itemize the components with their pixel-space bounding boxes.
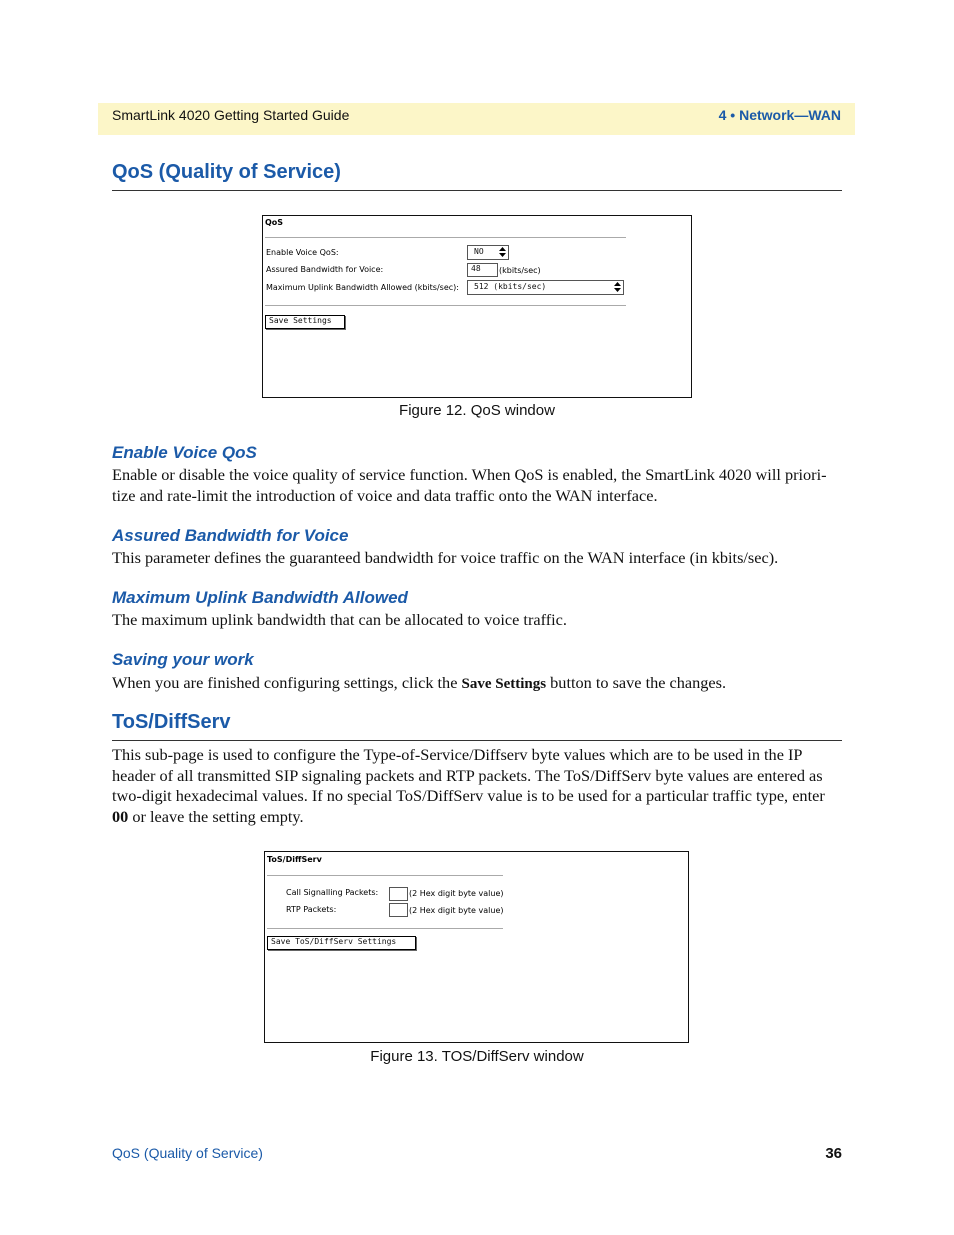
qos-window-title: QoS [265,218,284,227]
page-number: 36 [825,1145,842,1162]
save-tos-button-label: Save ToS/DiffServ Settings [271,937,397,946]
qos-window-divider [265,237,626,238]
tos-window-divider-bottom [267,928,503,929]
saving-text-end: button to save the changes. [546,673,727,692]
running-header-chapter: 4 • Network—WAN [718,107,841,123]
assured-bandwidth-unit: (kbits/sec) [499,266,541,275]
assured-bandwidth-value: 48 [471,264,481,273]
assured-bandwidth-text: This parameter defines the guaranteed bandwidth for voice traffic on the WAN interface (in kbits/sec). [112,548,779,567]
section-rule [112,190,842,191]
saving-text-start: When you are finished configuring settings, click the [112,673,462,692]
rtp-packets-input[interactable] [389,903,408,917]
figure-12-caption: Figure 12. QoS window [399,402,555,419]
subsection-title-assured-bandwidth: Assured Bandwidth for Voice [112,526,349,545]
subsection-title-enable-voice-qos: Enable Voice QoS [112,443,257,462]
tos-zero-value: 00 [112,806,129,826]
tos-text-end: or leave the setting empty. [128,806,304,826]
subsection-title-saving-your-work: Saving your work [112,650,254,669]
save-settings-ref: Save Settings [461,676,547,692]
saving-your-work-text [112,673,842,695]
tos-window-figure [264,851,689,1043]
section-rule [112,740,842,741]
figure-13-caption: Figure 13. TOS/DiffServ window [370,1048,584,1065]
tos-window-divider [267,875,503,876]
footer-section-name: QoS (Quality of Service) [112,1145,263,1161]
enable-voice-qos-value: NO [474,247,484,256]
assured-bandwidth-label: Assured Bandwidth for Voice: [266,265,384,274]
max-uplink-bandwidth-label: Maximum Uplink Bandwidth Allowed (kbits/sec): [266,283,459,292]
enable-voice-qos-select[interactable] [467,245,509,260]
tos-text-start: This sub-page is used to configure the Type-of-Service/Diffserv byte values which are to be used in the IP header of all transmitted SIP signaling packets and RTP packets. The ToS/DiffServ byte values are entered as two-digit hexadecimal values. If no special ToS/DiffServ value is to be used for a particular traffic type, enter [112,745,825,805]
assured-bandwidth-input[interactable] [467,263,498,277]
save-settings-button-label: Save Settings [269,316,332,325]
max-uplink-bandwidth-value: 512 (kbits/sec) [474,282,547,291]
save-settings-button[interactable] [265,315,345,329]
updown-arrows-icon [614,282,621,292]
enable-voice-qos-text: Enable or disable the voice quality of service function. When QoS is enabled, the SmartLink 4020 will priori-tize and rate-limit the introduction of voice and data traffic onto the WAN interface. [112,465,827,505]
max-uplink-bandwidth-select[interactable] [467,280,624,295]
call-signalling-hint: (2 Hex digit byte value) [409,889,504,898]
rtp-packets-label: RTP Packets: [286,905,337,914]
qos-window-figure [262,215,692,398]
updown-arrows-icon [499,247,506,257]
subsection-title-max-uplink: Maximum Uplink Bandwidth Allowed [112,588,408,607]
save-tos-diffserv-settings-button[interactable] [267,936,416,950]
tos-diffserv-text [112,745,842,827]
rtp-packets-hint: (2 Hex digit byte value) [409,906,504,915]
call-signalling-label: Call Signalling Packets: [286,888,379,897]
running-header-title: SmartLink 4020 Getting Started Guide [112,107,350,123]
qos-window-divider-bottom [265,305,626,306]
section-title-tos-diffserv: ToS/DiffServ [112,711,231,733]
max-uplink-text: The maximum uplink bandwidth that can be allocated to voice traffic. [112,610,567,629]
call-signalling-input[interactable] [389,887,408,901]
tos-window-title: ToS/DiffServ [267,855,322,864]
section-title-qos: QoS (Quality of Service) [112,161,341,183]
enable-voice-qos-label: Enable Voice QoS: [266,248,339,257]
